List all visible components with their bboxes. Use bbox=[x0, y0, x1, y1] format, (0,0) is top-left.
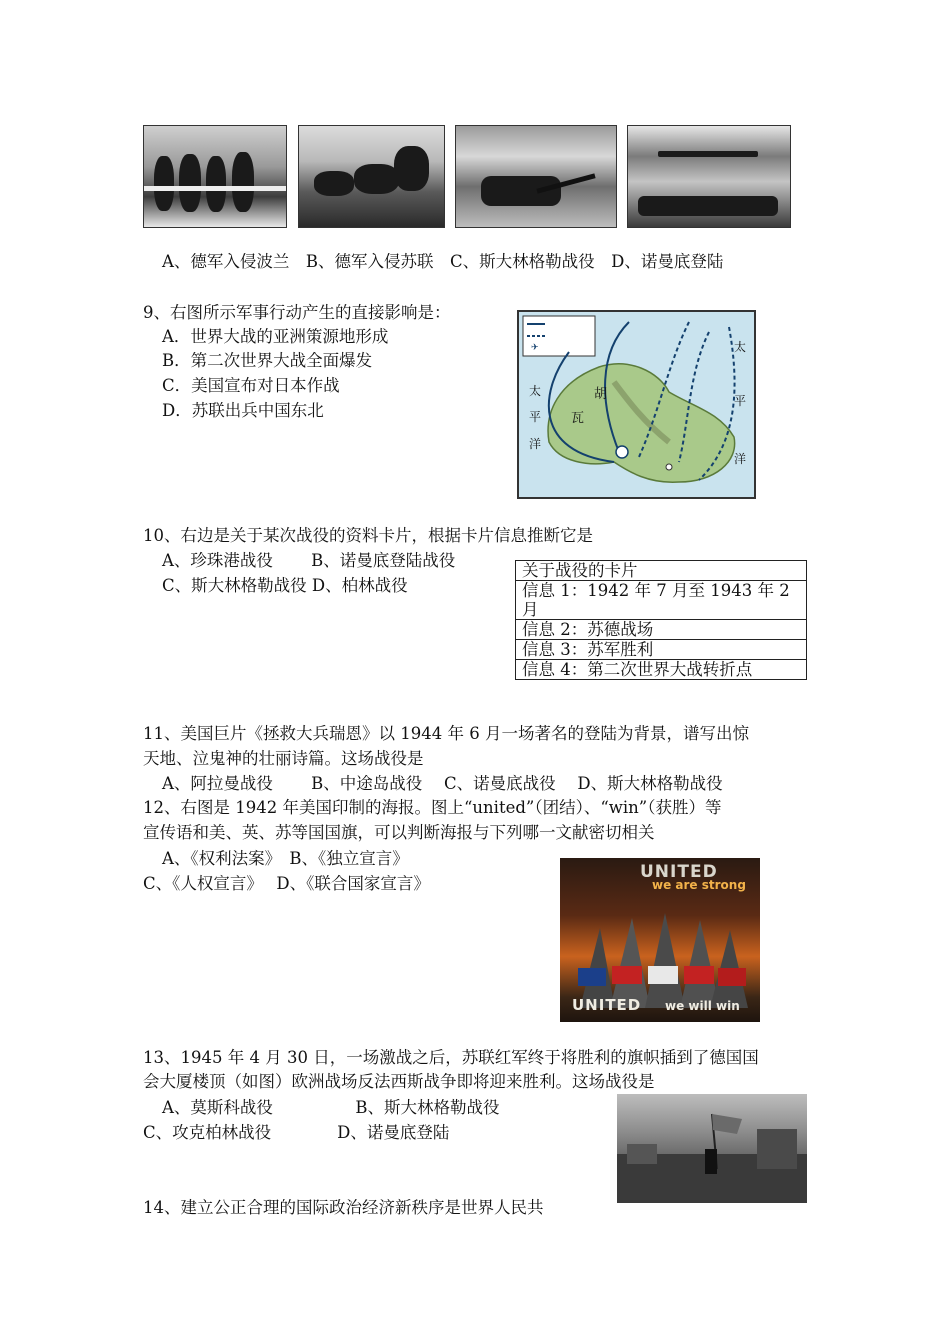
q13-line2: 会大厦楼顶（如图）欧洲战场反法西斯战争即将迎来胜利。这场战役是 bbox=[143, 1072, 655, 1091]
photo-stalingrad-tank bbox=[455, 125, 617, 228]
photo-germany-invades-ussr bbox=[298, 125, 445, 228]
poster-bottom-title: UNITED bbox=[572, 996, 642, 1014]
map-label-wa: 瓦 bbox=[571, 411, 585, 426]
q10-stem: 10、右边是关于某次战役的资料卡片，根据卡片信息推断它是 bbox=[143, 526, 593, 545]
q13-options-row2: C、攻克柏林战役 D、诺曼底登陆 bbox=[143, 1123, 450, 1142]
poster-top-subtitle: we are strong bbox=[652, 878, 746, 892]
map-label-yang-left: 洋 bbox=[529, 437, 542, 451]
q11-line1: 11、美国巨片《拯救大兵瑞恩》以 1944 年 6 月一场著名的登陆为背景，谱写出惊 bbox=[143, 724, 749, 743]
map-label-ping-right: 平 bbox=[734, 394, 747, 408]
q11-line2: 天地、泣鬼神的壮丽诗篇。这场战役是 bbox=[143, 749, 424, 768]
photo-germany-invades-poland bbox=[143, 125, 287, 228]
q9-option-d: D．苏联出兵中国东北 bbox=[162, 401, 324, 420]
q10-options-row2: C、斯大林格勒战役 D、柏林战役 bbox=[162, 576, 408, 595]
svg-text:✈: ✈ bbox=[531, 343, 539, 353]
pearl-harbor-attack-map bbox=[517, 310, 756, 499]
q8-options: A、德军入侵波兰 B、德军入侵苏联 C、斯大林格勒战役 D、诺曼底登陆 bbox=[162, 252, 724, 271]
map-label-ping-left: 平 bbox=[529, 410, 542, 424]
q9-option-c: C．美国宣布对日本作战 bbox=[162, 376, 340, 395]
q9-stem: 9、右图所示军事行动产生的直接影响是： bbox=[143, 303, 451, 322]
q13-line1: 13、1945 年 4 月 30 日，一场激战之后，苏联红军终于将胜利的旗帜插到了德国国 bbox=[143, 1048, 759, 1067]
map-label-hu: 胡 bbox=[594, 387, 608, 402]
q12-line2: 宣传语和美、英、苏等国国旗，可以判断海报与下列哪一文献密切相关 bbox=[143, 823, 655, 842]
q9-option-a: A．世界大战的亚洲策源地形成 bbox=[162, 327, 389, 346]
map-label-tai-right: 太 bbox=[734, 340, 747, 354]
poster-top-title: UNITED bbox=[640, 862, 718, 882]
q13-options-row1: A、莫斯科战役 B、斯大林格勒战役 bbox=[162, 1098, 500, 1117]
card-title: 关于战役的卡片 bbox=[516, 561, 807, 581]
card-info-1: 信息 1：1942 年 7 月至 1943 年 2 月 bbox=[516, 581, 807, 620]
q14-line1: 14、建立公正合理的国际政治经济新秩序是世界人民共 bbox=[143, 1198, 544, 1217]
q12-line1: 12、右图是 1942 年美国印制的海报。图上“united”（团结）、“win”（获胜）等 bbox=[143, 798, 722, 817]
united-poster bbox=[560, 858, 760, 1022]
q11-options: A、阿拉曼战役 B、中途岛战役 C、诺曼底战役 D、斯大林格勒战役 bbox=[162, 774, 723, 793]
card-info-4: 信息 4：第二次世界大战转折点 bbox=[516, 660, 807, 680]
map-label-yang-right: 洋 bbox=[734, 452, 747, 466]
battle-info-card bbox=[515, 560, 807, 680]
photo-normandy-landing bbox=[627, 125, 791, 228]
poster-bottom-subtitle: we will win bbox=[665, 999, 740, 1013]
q12-options-row2: C、《人权宣言》 D、《联合国家宣言》 bbox=[143, 874, 430, 893]
reichstag-flag-photo bbox=[617, 1094, 807, 1203]
q9-option-b: B．第二次世界大战全面爆发 bbox=[162, 351, 373, 370]
map-label-tai-left: 太 bbox=[529, 384, 542, 398]
q10-options-row1: A、珍珠港战役 B、诺曼底登陆战役 bbox=[162, 551, 456, 570]
card-info-3: 信息 3：苏军胜利 bbox=[516, 640, 807, 660]
card-info-2: 信息 2：苏德战场 bbox=[516, 620, 807, 640]
q12-options-row1: A、《权利法案》 B、《独立宣言》 bbox=[162, 849, 409, 868]
